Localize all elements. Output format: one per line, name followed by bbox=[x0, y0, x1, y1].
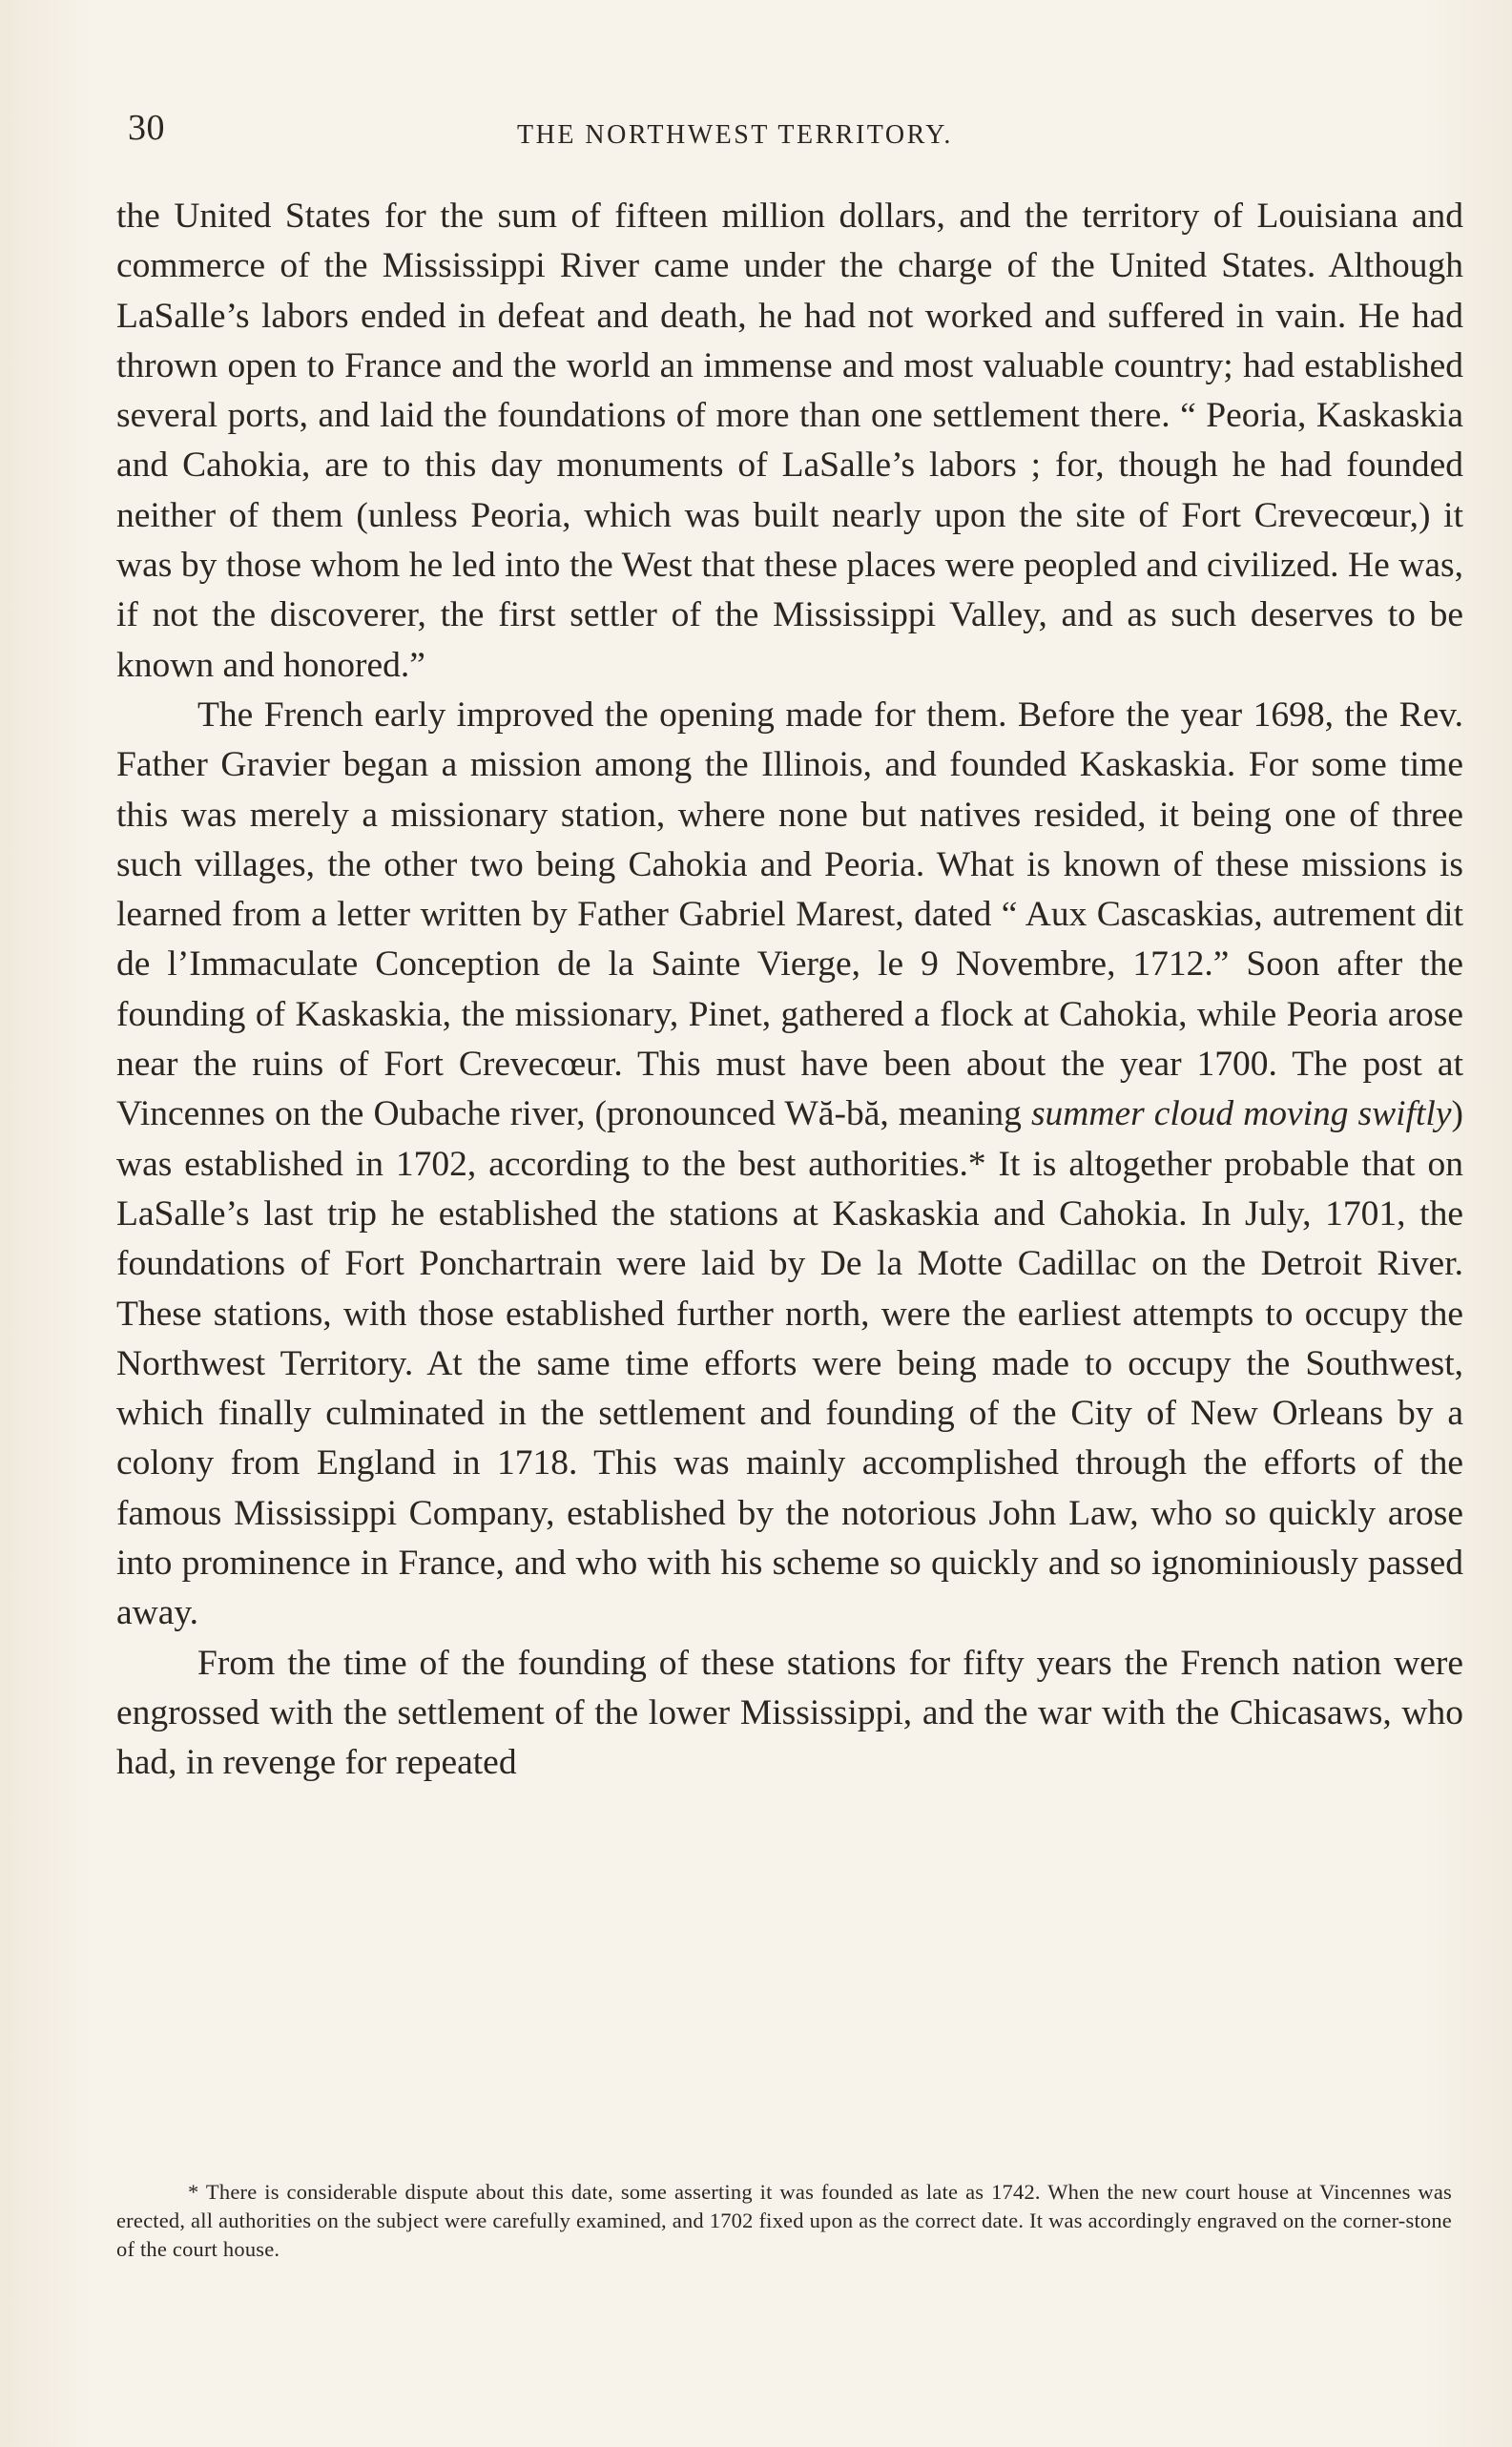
body-text bbox=[116, 192, 1463, 1789]
footnote-text: * There is considerable dispute about this date, some asserting it was founded as late as 1742. When the new court house at Vincennes was erected, all authorities on the subject were carefully examined, and 1702 fixed upon as the correct date. It was accordingly engraved on the corner-stone of the court house. bbox=[116, 2180, 1452, 2261]
running-head: THE NORTHWEST TERRITORY. bbox=[517, 120, 953, 150]
footnote bbox=[116, 2178, 1452, 2264]
paragraph-3: From the time of the founding of these stations for fifty years the French nation were engrossed with the settlement of the lower Mississippi, and the war with the Chicasaws, who had, in revenge for repeated bbox=[116, 1643, 1463, 1783]
page-header bbox=[116, 103, 1463, 160]
paragraph-1: the United States for the sum of fifteen million dollars, and the territory of Louisiana and commerce of the Mississippi River came under the charge of the United States. Although LaSalle’s labors ended in defeat and death, he had not worked and suffered in vain. He had thrown open to France and the world an immense and most valuable country; had established several ports, and laid the foundations of more than one settlement there. “ Peoria, Kaskaskia and Cahokia, are to this day monuments of LaSalle’s labors ; for, though he had founded neither of them (unless Peoria, which was built nearly upon the site of Fort Crevecœur,) it was by those whom he led into the West that these places were peopled and civilized. He was, if not the discoverer, the first settler of the Mississippi Valley, and as such deserves to be known and honored.” bbox=[116, 197, 1463, 685]
paragraph-2 bbox=[116, 691, 1463, 1639]
page-number: 30 bbox=[128, 108, 165, 148]
paragraph-2-part-b: ) was established in 1702, according to the best authorities.* It is altogether probable that on LaSalle’s last trip he established the stations at Kaskaskia and Cahokia. In July, 1701, the foundations of Fort Ponchartrain were laid by De la Motte Cadillac on the Detroit River. These stations, with those established further north, were the earliest attempts to occupy the Northwest Territory. At the same time efforts were being made to occupy the Southwest, which finally culminated in the settlement and founding of the City of New Orleans by a colony from England in 1718. This was mainly accomplished through the efforts of the famous Mississippi Company, established by the notorious John Law, who so quickly arose into prominence in France, and who with his scheme so quickly and so ignominiously passed away. bbox=[116, 1094, 1463, 1633]
paragraph-2-part-a: The French early improved the opening made for them. Before the year 1698, the Rev. Father Gravier began a mission among the Illinois, and founded Kaskaskia. For some time this was merely a missionary station, where none but natives resided, it being one of three such villages, the other two being Cahokia and Peoria. What is known of these missions is learned from a letter written by Father Gabriel Marest, dated “ Aux Cascaskias, autrement dit de l’Immaculate Conception de la Sainte Vierge, le 9 Novembre, 1712.” Soon after the founding of Kaskaskia, the missionary, Pinet, gathered a flock at Cahokia, while Peoria arose near the ruins of Fort Crevecœur. This must have been about the year 1700. The post at Vincennes on the Oubache river, (pronounced Wă-bă, meaning bbox=[116, 695, 1463, 1134]
paragraph-2-italic-phrase: summer cloud moving swiftly bbox=[1030, 1094, 1452, 1134]
